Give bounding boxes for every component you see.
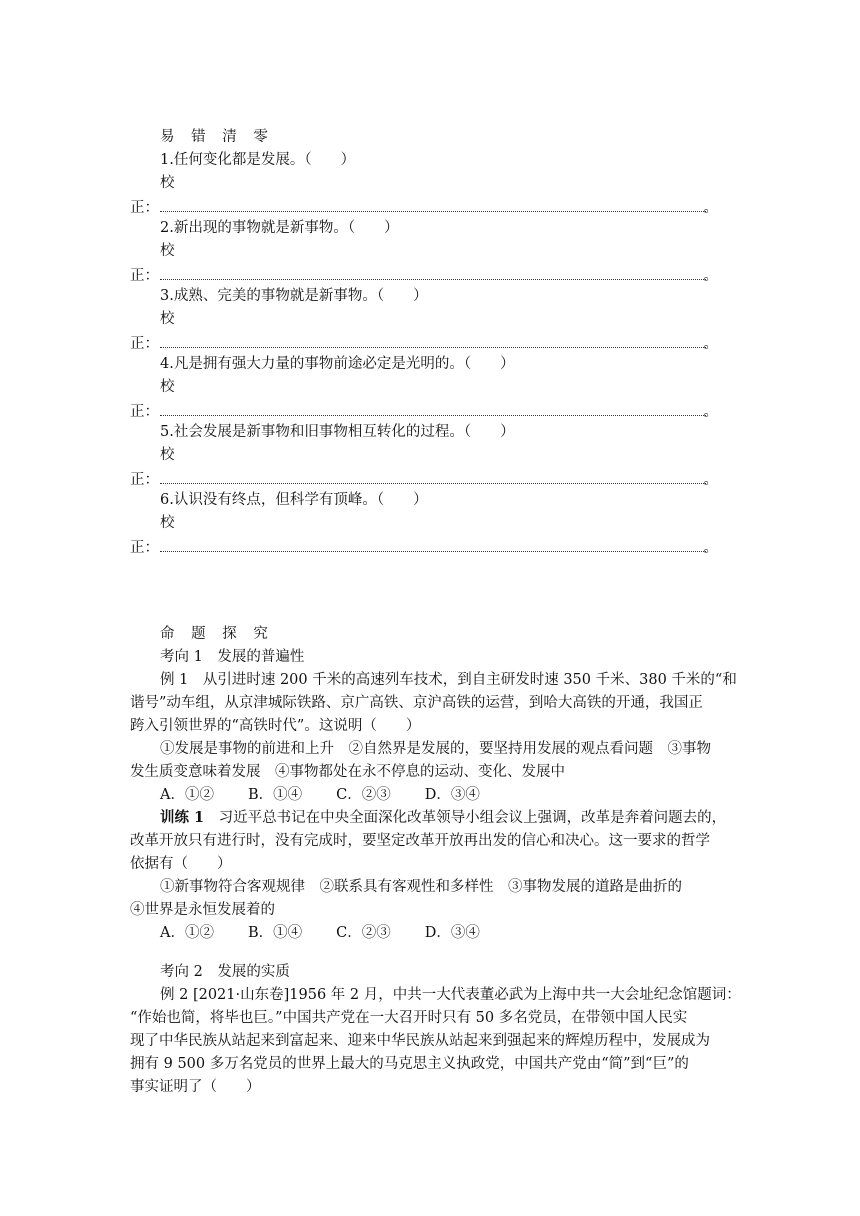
correction-row-3[interactable] xyxy=(130,334,718,354)
example-1-line-3: 跨入引领世界的“高铁时代”。这说明（ ） xyxy=(130,718,421,734)
example-1-line-2: 谐号”动车组，从京津城际铁路、京广高铁、京沪高铁的运营，到哈大高铁的开通，我国正 xyxy=(130,695,703,711)
correction-label-bottom-3: 正： xyxy=(130,336,159,352)
training-1-option-d[interactable]: D．③④ xyxy=(424,925,480,941)
section-title-mistakes: 易 错 清 零 xyxy=(160,129,274,145)
correction-row-4[interactable] xyxy=(130,402,718,422)
example-1-options xyxy=(160,785,514,805)
mistake-item-4: 4.凡是拥有强大力量的事物前途必定是光明的。（ ） xyxy=(160,356,515,372)
training-1-text-1: 习近平总书记在中央全面深化改革领导小组会议上强调，改革是奔着问题去的， xyxy=(204,810,727,826)
example-1-choices-line-1: ①发展是事物的前进和上升 ②自然界是发展的，要坚持用发展的观点看问题 ③事物 xyxy=(160,741,711,757)
training-1-option-a[interactable]: A．①② xyxy=(160,925,214,941)
example-1-option-c[interactable]: C．②③ xyxy=(336,787,391,803)
correction-label-bottom-1: 正： xyxy=(130,200,159,216)
example-2-line-4: 拥有 9 500 多万名党员的世界上最大的马克思主义执政党，中国共产党由“简”到“巨”的 xyxy=(130,1056,689,1072)
correction-label-top-3: 校 xyxy=(160,311,175,327)
correction-label-top-5: 校 xyxy=(160,447,175,463)
correction-label-bottom-6: 正： xyxy=(130,540,159,556)
example-2-line-5: 事实证明了（ ） xyxy=(130,1079,261,1095)
training-1-line-3: 依据有（ ） xyxy=(130,856,232,872)
example-2-line-2: “作始也简，将毕也巨。”中国共产党在一大召开时只有 50 多名党员，在带领中国人民实 xyxy=(130,1010,688,1026)
correction-period-3: 。 xyxy=(703,336,718,352)
example-1-line-1: 例 1 从引进时速 200 千米的高速列车技术，到自主研发时速 350 千米、380 千米的“和 xyxy=(160,672,737,688)
section-title-explore: 命 题 探 究 xyxy=(160,626,274,642)
training-1-line-1 xyxy=(160,808,726,828)
correction-dotted-line-3[interactable] xyxy=(160,347,706,348)
correction-dotted-line-6[interactable] xyxy=(160,551,706,552)
correction-period-2: 。 xyxy=(703,268,718,284)
correction-dotted-line-1[interactable] xyxy=(160,211,706,212)
direction-1-title: 考向 1 发展的普遍性 xyxy=(160,649,305,665)
correction-period-6: 。 xyxy=(703,540,718,556)
correction-label-top-1: 校 xyxy=(160,175,175,191)
correction-row-1[interactable] xyxy=(130,198,718,218)
correction-period-4: 。 xyxy=(703,404,718,420)
correction-label-top-2: 校 xyxy=(160,243,175,259)
training-1-option-c[interactable]: C．②③ xyxy=(336,925,391,941)
training-1-option-b[interactable]: B．①④ xyxy=(247,925,303,941)
mistake-item-3: 3.成熟、完美的事物就是新事物。（ ） xyxy=(160,288,428,304)
example-1-option-b[interactable]: B．①④ xyxy=(247,787,303,803)
example-2-line-3: 现了中华民族从站起来到富起来、迎来中华民族从站起来到强起来的辉煌历程中，发展成为 xyxy=(130,1033,710,1049)
correction-dotted-line-2[interactable] xyxy=(160,279,706,280)
correction-label-bottom-5: 正： xyxy=(130,472,159,488)
training-1-options xyxy=(160,923,514,943)
training-1-choices-line-1: ①新事物符合客观规律 ②联系具有客观性和多样性 ③事物发展的道路是曲折的 xyxy=(160,879,682,895)
example-1-option-d[interactable]: D．③④ xyxy=(424,787,480,803)
correction-dotted-line-5[interactable] xyxy=(160,483,706,484)
correction-label-top-4: 校 xyxy=(160,379,175,395)
mistake-item-5: 5.社会发展是新事物和旧事物相互转化的过程。（ ） xyxy=(160,424,515,440)
example-2-line-1: 例 2 [2021·山东卷]1956 年 2 月，中共一大代表董必武为上海中共一大会址纪念馆题词： xyxy=(160,987,741,1003)
correction-period-1: 。 xyxy=(703,200,718,216)
example-1-option-a[interactable]: A．①② xyxy=(160,787,214,803)
training-1-choices-line-2: ④世界是永恒发展着的 xyxy=(130,902,275,918)
mistake-item-1: 1.任何变化都是发展。（ ） xyxy=(160,152,356,168)
training-1-line-2: 改革开放只有进行时，没有完成时，要坚定改革开放再出发的信心和决心。这一要求的哲学 xyxy=(130,833,710,849)
mistake-item-2: 2.新出现的事物就是新事物。（ ） xyxy=(160,220,399,236)
correction-dotted-line-4[interactable] xyxy=(160,415,706,416)
direction-2-title: 考向 2 发展的实质 xyxy=(160,964,290,980)
mistake-item-6: 6.认识没有终点，但科学有顶峰。（ ） xyxy=(160,492,428,508)
training-1-label: 训练 1 xyxy=(160,809,205,826)
correction-row-2[interactable] xyxy=(130,266,718,286)
correction-label-top-6: 校 xyxy=(160,515,175,531)
correction-row-6[interactable] xyxy=(130,538,718,558)
correction-row-5[interactable] xyxy=(130,470,718,490)
correction-label-bottom-4: 正： xyxy=(130,404,159,420)
example-1-choices-line-2: 发生质变意味着发展 ④事物都处在永不停息的运动、变化、发展中 xyxy=(130,764,565,780)
correction-period-5: 。 xyxy=(703,472,718,488)
correction-label-bottom-2: 正： xyxy=(130,268,159,284)
